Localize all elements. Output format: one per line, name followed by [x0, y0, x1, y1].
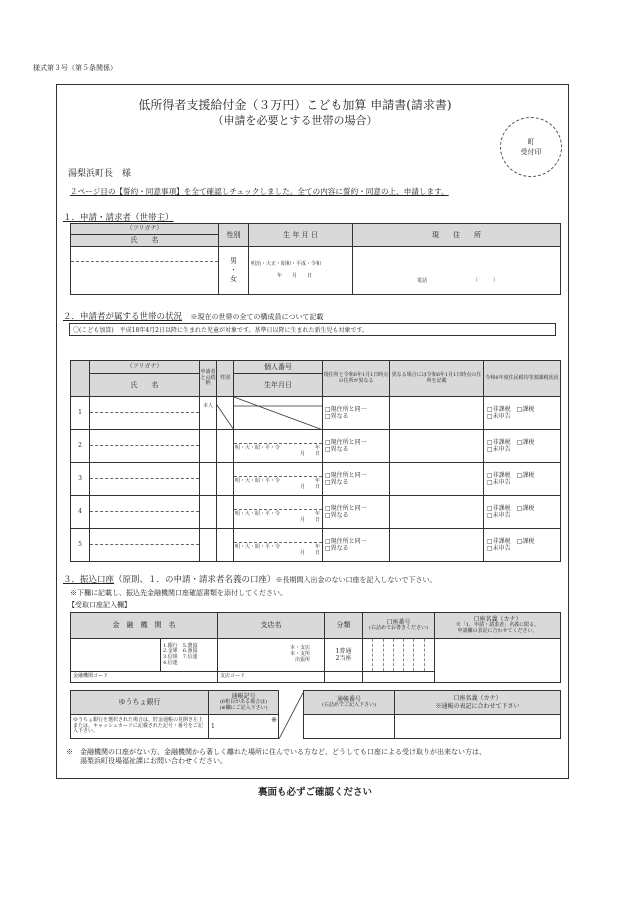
- relation-cell[interactable]: [200, 430, 217, 463]
- opt-diff[interactable]: □異なる: [325, 512, 349, 519]
- household-row: [71, 496, 561, 529]
- account-number-input[interactable]: [363, 639, 435, 672]
- form-title: 低所得者支援給付金（３万円）こども加算 申請書(請求書): [138, 98, 452, 112]
- mynumber-header: 個人番号: [234, 361, 323, 374]
- old-address-cell[interactable]: [390, 397, 484, 430]
- stamp-label: 受付印: [520, 148, 542, 156]
- name-header: 氏 名: [71, 235, 219, 247]
- bank-table: [70, 612, 561, 683]
- opt-same[interactable]: □現住所と同一: [325, 471, 367, 479]
- old-address-cell[interactable]: [390, 430, 484, 463]
- yucho-title: ゆうちょ銀行: [71, 691, 209, 715]
- section1-heading: １．申請・請求者（世帯主）: [63, 213, 174, 223]
- back-side-note: 裏面も必ずご確認ください: [257, 787, 372, 798]
- tax-status-header: 令和6年度住民税均等割課税状況: [484, 361, 561, 397]
- bank-box-title: 【受取口座記入欄】: [68, 601, 131, 609]
- sex-options[interactable]: 男 ・ 女: [219, 247, 249, 295]
- member-dob-cell[interactable]: [234, 430, 323, 463]
- address-header: 現 住 所: [353, 224, 561, 247]
- row-number: 3: [71, 463, 90, 496]
- tax-opt-1[interactable]: □非課税 □課税: [487, 438, 535, 446]
- tax-opt-2[interactable]: □未申告: [487, 545, 511, 552]
- yucho-sign-sub: (6桁目がある場合は) (※欄にご記入下さい): [219, 699, 268, 712]
- slash-mark: [234, 397, 323, 430]
- tax-opt-2[interactable]: □未申告: [487, 413, 511, 420]
- household-row: [71, 397, 561, 430]
- member-dob-cell[interactable]: [234, 463, 323, 496]
- opt-diff[interactable]: □異なる: [325, 413, 349, 420]
- opt-diff[interactable]: □異なる: [325, 545, 349, 552]
- row-number: 5: [71, 529, 90, 562]
- opt-same[interactable]: □現住所と同一: [325, 504, 367, 512]
- yucho-table: [70, 690, 561, 739]
- yucho-star: ※: [271, 716, 277, 724]
- account-number-sub: (右詰めでお書きください): [369, 625, 428, 632]
- member-name-cell[interactable]: [90, 529, 200, 562]
- bank-name-input[interactable]: [71, 639, 161, 672]
- year-label: 年: [314, 444, 320, 451]
- account-type-options[interactable]: 1普通 2当座: [325, 639, 363, 672]
- member-name-cell[interactable]: [90, 397, 200, 430]
- old-address-cell[interactable]: [390, 529, 484, 562]
- applicant-name-cell[interactable]: [71, 247, 219, 295]
- yucho-one: 1: [211, 723, 215, 730]
- holder-header: 口座名義（カナ）: [473, 616, 522, 624]
- month-day-label: 月 日: [299, 549, 320, 556]
- yucho-divider: [279, 691, 304, 739]
- section3-note: ※長期間入出金のない口座を記入しないで下さい。: [275, 576, 437, 584]
- household-row: [71, 430, 561, 463]
- household-row: [71, 529, 561, 562]
- tax-opt-1[interactable]: □非課税 □課税: [487, 471, 535, 479]
- member-name-cell[interactable]: [90, 430, 200, 463]
- relation-cell[interactable]: [200, 463, 217, 496]
- row-number: 1: [71, 397, 90, 430]
- member-name-cell[interactable]: [90, 463, 200, 496]
- yucho-number-input[interactable]: [304, 715, 395, 739]
- attach-note: ※下欄に記載し、振込先金融機関口座確認書類を添付してください。: [70, 589, 287, 597]
- section2-heading: ２．申請者が属する世帯の状況: [63, 312, 183, 322]
- opt-same[interactable]: □現住所と同一: [325, 405, 367, 413]
- section2-note: ※現在の世帯の全ての構成員について記載: [190, 313, 324, 321]
- phone-field[interactable]: （ ）: [473, 278, 499, 284]
- addressee: 湯梨浜町長 様: [68, 169, 132, 179]
- yucho-holder-header: 口座名義（カナ）: [453, 695, 502, 703]
- year-label: 年: [314, 477, 320, 484]
- address-cell[interactable]: [353, 247, 561, 295]
- yucho-number-header: 通帳番号: [336, 696, 361, 704]
- dob-ymd[interactable]: 年 月 日: [277, 272, 313, 279]
- form-number: 様式第３号（第５条関係）: [33, 64, 117, 72]
- member-dob-cell[interactable]: [234, 496, 323, 529]
- household-row: [71, 463, 561, 496]
- bank-code-label[interactable]: 金融機関コード: [71, 672, 218, 683]
- address-diff-header: 現住所と令和6年1月1日時点の住所が異なる: [323, 361, 390, 397]
- era-short: 明・大・昭・平・令: [235, 477, 281, 484]
- member-sex-cell[interactable]: [217, 529, 234, 562]
- branch-code-label[interactable]: 支店コード: [218, 672, 325, 683]
- holder-sub: ※「1．申請・請求者」名義に限る。 申請欄の表記に合わせてください。: [455, 622, 540, 635]
- member-dob-header: 生年月日: [234, 374, 323, 397]
- account-number-input[interactable]: [363, 672, 435, 683]
- member-dob-cell[interactable]: [234, 529, 323, 562]
- month-day-label: 月 日: [299, 483, 320, 490]
- member-sex-cell[interactable]: [217, 397, 234, 430]
- dob-header: 生 年 月 日: [249, 224, 353, 247]
- reception-stamp-area: [500, 117, 562, 177]
- yucho-holder-input[interactable]: [395, 715, 561, 739]
- member-furigana-header: （フリガナ）: [90, 361, 200, 374]
- era-short: 明・大・昭・平・令: [235, 510, 281, 517]
- household-table: [70, 360, 561, 562]
- opt-same[interactable]: □現住所と同一: [325, 537, 367, 545]
- opt-same[interactable]: □現住所と同一: [325, 438, 367, 446]
- form-subtitle: （申請を必要とする世帯の場合）: [212, 114, 378, 127]
- section3-heading-paren: （原則、１．の申請・請求者名義の口座）: [114, 575, 276, 585]
- tax-opt-2[interactable]: □未申告: [487, 479, 511, 486]
- relation-header: 申請者との続柄: [200, 361, 217, 397]
- member-sex-cell[interactable]: [217, 496, 234, 529]
- holder-input[interactable]: [435, 639, 561, 683]
- child-addition-note: 〇(こども加算) 平成18年4月2日以降に生まれた児童が対象です。基準日以降に生まれた新生児も対象です。: [69, 323, 556, 336]
- yucho-sign-header: 通帳記号: [231, 693, 256, 701]
- member-sex-cell[interactable]: [217, 430, 234, 463]
- member-dob-cell[interactable]: [234, 397, 323, 430]
- contact-note: ※ 金融機関の口座がない方、金融機関から著しく離れた場所に住んでいる方など、どうしても口座による受け取りが出来ない方は、 湯梨浜町役場福祉課にお問い合わせください。: [66, 748, 486, 765]
- member-sex-header: 性別: [217, 361, 234, 397]
- member-name-cell[interactable]: [90, 496, 200, 529]
- old-address-cell[interactable]: [390, 496, 484, 529]
- era-short: 明・大・昭・平・令: [235, 543, 281, 550]
- opt-diff[interactable]: □異なる: [325, 446, 349, 453]
- tax-opt-1[interactable]: □非課税 □課税: [487, 537, 535, 545]
- branch-type-options[interactable]: 本・支店 本・支所 出張所: [218, 639, 325, 672]
- yucho-number-sub: (右詰めでご記入下さい): [322, 702, 376, 709]
- era-options[interactable]: 明治・大正・昭和・平成・令和: [251, 260, 322, 267]
- relation-cell[interactable]: [200, 529, 217, 562]
- yucho-holder-sub: ※通帳の表記に合わせて下さい: [435, 702, 520, 710]
- month-day-label: 月 日: [299, 450, 320, 457]
- member-name-header: 氏 名: [90, 374, 200, 397]
- self-relation: 本人: [200, 397, 217, 430]
- tax-opt-1[interactable]: □非課税 □課税: [487, 504, 535, 512]
- month-day-label: 月 日: [299, 516, 320, 523]
- slash-mark: [217, 397, 234, 430]
- year-label: 年: [314, 543, 320, 550]
- phone-label: 電話: [417, 278, 428, 284]
- furigana-header: （フリガナ）: [71, 224, 219, 235]
- opt-diff[interactable]: □異なる: [325, 479, 349, 486]
- era-short: 明・大・昭・平・令: [235, 444, 281, 451]
- row-number: 4: [71, 496, 90, 529]
- branch-header: 支店名: [218, 613, 325, 639]
- slash-mark: [279, 691, 304, 739]
- account-number-header: 口座番号: [386, 619, 411, 627]
- applicant-table: [70, 223, 561, 295]
- bank-type-options[interactable]: 1.銀行 5.農協 2.金庫 6.漁協 3.信組 7.信連 4.信連: [161, 639, 218, 672]
- yucho-sign-input[interactable]: [209, 715, 279, 739]
- tax-opt-2[interactable]: □未申告: [487, 512, 511, 519]
- stamp-label-town: 町: [527, 138, 535, 146]
- old-address-cell[interactable]: [390, 463, 484, 496]
- old-address-header: 異なる場合には令和6年1月1日時点の住所を記載: [390, 361, 484, 397]
- tax-opt-2[interactable]: □未申告: [487, 446, 511, 453]
- relation-cell[interactable]: [200, 496, 217, 529]
- member-sex-cell[interactable]: [217, 463, 234, 496]
- pledge-statement: ２ページ目の【誓約・同意事項】を全て確認しチェックしました。全ての内容に誓約・同意の上、申請します。: [70, 187, 449, 196]
- tax-opt-1[interactable]: □非課税 □課税: [487, 405, 535, 413]
- sex-header: 性別: [219, 224, 249, 247]
- account-type-header: 分類: [325, 613, 363, 639]
- yucho-note: ゆうちょ銀行を選択された場合は、貯金通帳の見開き左上または、キャッシュカードに記載された記号・番号をご記入下さい。: [71, 715, 209, 739]
- section3-heading: ３．振込口座: [63, 575, 115, 585]
- year-label: 年: [314, 510, 320, 517]
- bank-name-header: 金 融 機 関 名: [71, 613, 218, 639]
- row-number: 2: [71, 430, 90, 463]
